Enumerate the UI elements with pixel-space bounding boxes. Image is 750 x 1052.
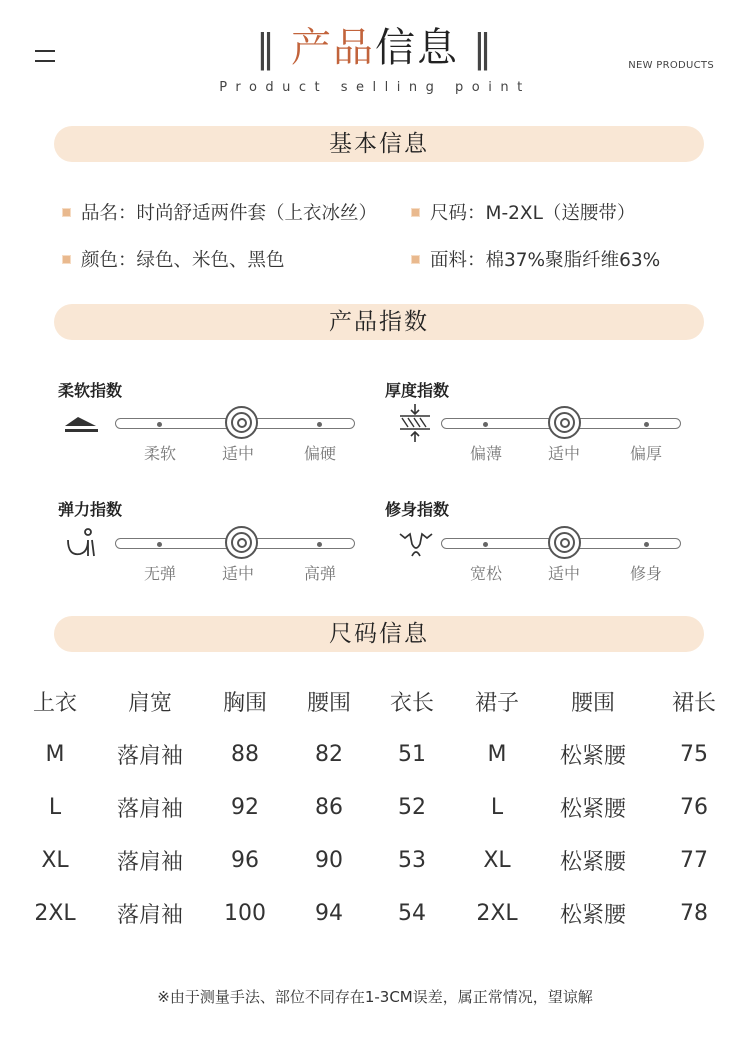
index-title-softness: 柔软指数	[58, 381, 123, 400]
table-cell: 94	[315, 901, 343, 926]
title-bar-left: ‖	[256, 26, 277, 70]
index-title-elasticity: 弹力指数	[58, 500, 123, 519]
table-cell: 54	[398, 901, 426, 926]
section-basic-info: 基本信息	[54, 126, 704, 162]
index-label-selected: 适中	[221, 564, 254, 583]
index-slider-thickness	[441, 418, 681, 429]
table-header-row	[10, 675, 740, 728]
table-cell: M	[487, 742, 507, 767]
fit-icon	[398, 526, 436, 562]
slider-knob	[225, 526, 258, 559]
table-cell: 落肩袖	[116, 744, 183, 769]
section-product-index: 产品指数	[54, 304, 704, 340]
bullet-icon	[62, 255, 71, 264]
info-item-fabric: 面料：棉37%聚脂纤维63%	[411, 246, 660, 272]
table-row	[10, 887, 740, 940]
table-cell: 松紧腰	[559, 744, 626, 769]
table-cell: 松紧腰	[559, 797, 626, 822]
slider-dot	[483, 542, 488, 547]
new-products-label: NEW PRODUCTS	[628, 60, 714, 71]
title-bar-right: ‖	[473, 26, 494, 70]
table-cell: L	[48, 795, 62, 820]
slider-knob	[548, 406, 581, 439]
table-cell: 松紧腰	[559, 850, 626, 875]
index-label: 修身	[629, 564, 662, 583]
thickness-icon	[398, 404, 436, 440]
slider-dot	[483, 422, 488, 427]
table-cell: 落肩袖	[116, 797, 183, 822]
table-cell: 76	[680, 795, 708, 820]
table-cell: 92	[231, 795, 259, 820]
index-slider-fit	[441, 538, 681, 549]
slider-dot	[644, 542, 649, 547]
index-label: 偏薄	[469, 444, 502, 463]
table-cell: 52	[398, 795, 426, 820]
title-rest: 信息	[375, 25, 459, 71]
slider-dot	[157, 542, 162, 547]
table-cell: XL	[483, 848, 511, 873]
size-table	[10, 675, 740, 940]
index-label-selected: 适中	[547, 444, 580, 463]
index-label-selected: 适中	[221, 444, 254, 463]
table-cell: 2XL	[34, 901, 76, 926]
table-cell: 2XL	[476, 901, 518, 926]
table-header-cell: 肩宽	[127, 691, 172, 716]
table-cell: 落肩袖	[116, 850, 183, 875]
index-label: 偏厚	[629, 444, 662, 463]
index-label: 柔软	[143, 444, 176, 463]
table-header-cell: 腰围	[306, 691, 351, 716]
slider-dot	[317, 542, 322, 547]
table-header-cell: 腰围	[570, 691, 615, 716]
measurement-note: ※由于测量手法、部位不同存在1-3CM误差，属正常情况，望谅解	[157, 988, 593, 1006]
table-cell: 78	[680, 901, 708, 926]
slider-dot	[157, 422, 162, 427]
table-cell: 90	[315, 848, 343, 873]
table-header-cell: 上衣	[32, 691, 77, 716]
table-cell: 100	[224, 901, 266, 926]
table-header-cell: 裙子	[474, 691, 519, 716]
info-item-name: 品名：时尚舒适两件套（上衣冰丝）	[62, 199, 377, 225]
table-header-cell: 裙长	[671, 691, 716, 716]
index-label: 偏硬	[303, 444, 336, 463]
table-row	[10, 728, 740, 781]
table-row	[10, 781, 740, 834]
index-label-selected: 适中	[547, 564, 580, 583]
info-item-size: 尺码：M-2XL（送腰带）	[411, 199, 635, 225]
subtitle: Product selling point	[219, 80, 531, 95]
index-label: 宽松	[469, 564, 502, 583]
table-cell: 松紧腰	[559, 903, 626, 928]
slider-dot	[644, 422, 649, 427]
bullet-icon	[411, 255, 420, 264]
table-cell: 96	[231, 848, 259, 873]
table-header-cell: 胸围	[222, 691, 267, 716]
slider-knob	[548, 526, 581, 559]
table-cell: 86	[315, 795, 343, 820]
table-cell: 53	[398, 848, 426, 873]
index-label: 无弹	[143, 564, 176, 583]
bullet-icon	[62, 208, 71, 217]
shoe-icon	[62, 406, 100, 442]
section-size-info: 尺码信息	[54, 616, 704, 652]
table-cell: 77	[680, 848, 708, 873]
slider-knob	[225, 406, 258, 439]
table-cell: 51	[398, 742, 426, 767]
table-header-cell: 衣长	[389, 691, 434, 716]
table-cell: 75	[680, 742, 708, 767]
table-cell: L	[490, 795, 504, 820]
slider-dot	[317, 422, 322, 427]
index-slider-softness	[115, 418, 355, 429]
index-slider-elasticity	[115, 538, 355, 549]
table-cell: 88	[231, 742, 259, 767]
table-cell: XL	[41, 848, 69, 873]
index-label: 高弹	[303, 564, 336, 583]
index-title-fit: 修身指数	[385, 500, 450, 519]
info-item-color: 颜色：绿色、米色、黑色	[62, 246, 285, 272]
bullet-icon	[411, 208, 420, 217]
table-cell: 落肩袖	[116, 903, 183, 928]
table-cell: M	[45, 742, 65, 767]
title-accent: 产品	[291, 25, 375, 71]
table-cell: 82	[315, 742, 343, 767]
index-title-thickness: 厚度指数	[385, 381, 450, 400]
table-row	[10, 834, 740, 887]
stretch-icon	[64, 526, 102, 562]
